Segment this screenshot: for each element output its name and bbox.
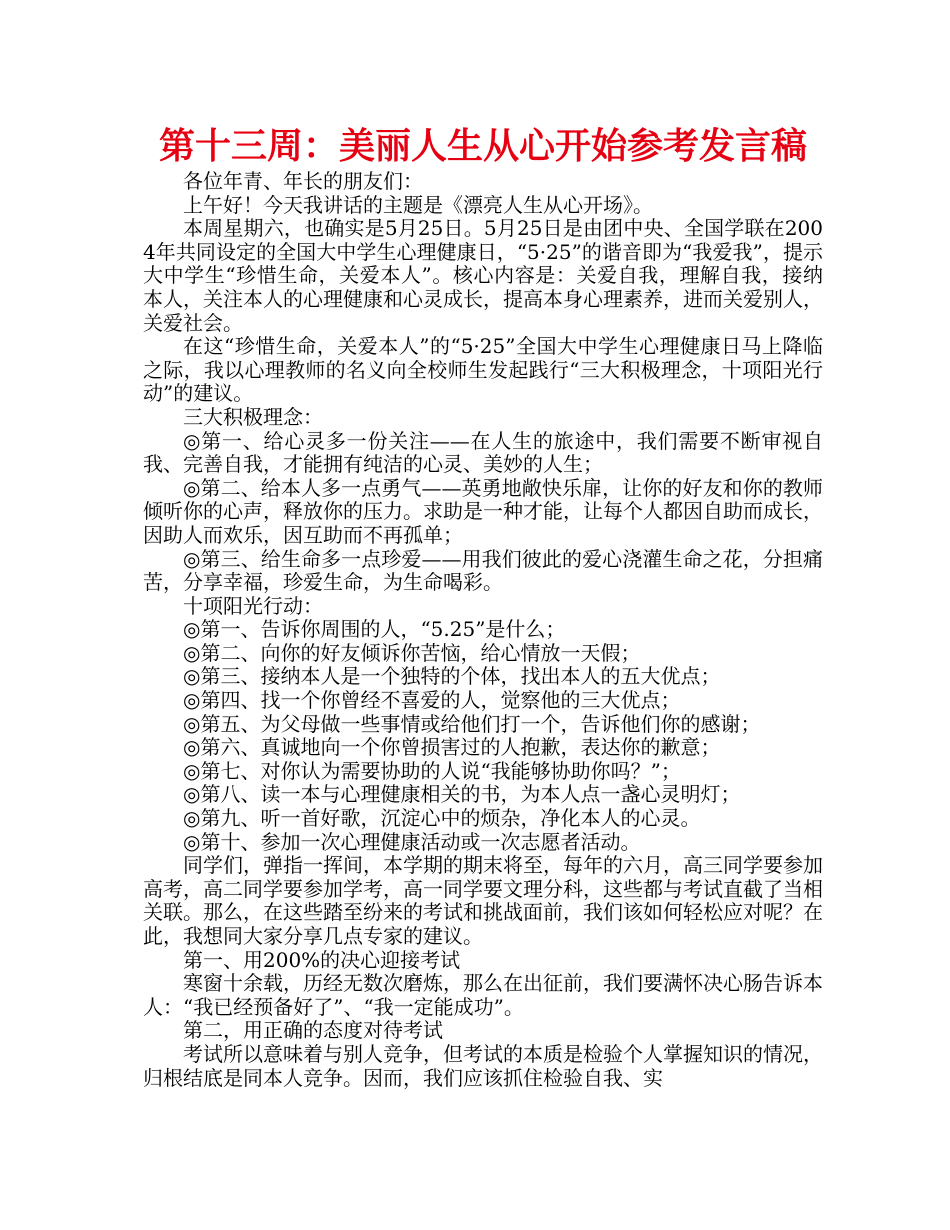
paragraph-three-ideas-heading: 三大积极理念：	[183, 404, 323, 429]
paragraph-mental-health-day: 本周星期六，也确实是5月25日。5月25日是由团中央、全国学联在2004年共同设定的全国大中学生心理健康日，“5·25”的谐音即为“我爱我”，提示大中学生“珍惜生命，关爱本人”。核心内容是：关爱自我，理解自我，接纳本人，关注本人的心理健康和心灵成长，提高本身心理素养，进而关爱别人，关爱社会。	[143, 216, 823, 335]
document-body	[143, 170, 823, 1090]
list-item: ◎第一、给心灵多一份关注——在人生的旅途中，我们需要不断审视自我、完善自我，才能拥有纯洁的心灵、美妙的人生；	[143, 428, 823, 477]
paragraph-ten-actions-heading: 十项阳光行动：	[183, 593, 323, 618]
list-item: ◎第二、给本人多一点勇气——英勇地敞快乐扉，让你的好友和你的教师倾听你的心声，释放你的压力。求助是一种才能，让每个人都因自助而成长，因助人而欢乐，因互助而不再孤单；	[143, 475, 823, 547]
section-heading: 第一、用200%的决心迎接考试	[183, 947, 461, 972]
list-item: ◎第三、给生命多一点珍爱——用我们彼此的爱心浇灌生命之花，分担痛苦，分享幸福，珍爱生命，为生命喝彩。	[143, 546, 823, 595]
list-item: ◎第一、告诉你周围的人，“5.25”是什么；	[183, 617, 566, 642]
paragraph-exams-intro: 同学们，弹指一挥间，本学期的期末将至，每年的六月，高三同学要参加高考，高二同学要参加学考，高一同学要文理分科，这些都与考试直截了当相关联。那么，在这些踏至纷来的考试和挑战面前，我们该如何轻松应对呢？在此，我想同大家分享几点专家的建议。	[143, 853, 823, 948]
list-item: ◎第五、为父母做一些事情或给他们打一个，告诉他们你的感谢；	[183, 711, 761, 736]
list-item: ◎第七、对你认为需要协助的人说“我能够协助你吗？”；	[183, 758, 681, 783]
list-item: ◎第二、向你的好友倾诉你苦恼，给心情放一天假；	[183, 640, 641, 665]
paragraph-topic: 上午好！今天我讲话的主题是《漂亮人生从心开场》。	[183, 192, 653, 217]
paragraph-determination: 寒窗十余载，历经无数次磨炼，那么在出征前，我们要满怀决心肠告诉本人：“我已经预备好了”、“我一定能成功”。	[143, 971, 823, 1019]
list-item: ◎第三、接纳本人是一个独特的个体，找出本人的五大优点；	[183, 664, 721, 689]
paragraph-proposal: 在这“珍惜生命，关爱本人”的“5·25”全国大中学生心理健康日马上降临之际，我以心理教师的名义向全校师生发起践行“三大积极理念，十项阳光行动”的建议。	[143, 334, 823, 406]
document-page	[143, 124, 823, 1090]
list-item: ◎第四、找一个你曾经不喜爱的人，觉察他的三大优点；	[183, 688, 681, 713]
document-title: 第十三周：美丽人生从心开始参考发言稿	[158, 126, 807, 167]
list-item: ◎第十、参加一次心理健康活动或一次志愿者活动。	[183, 829, 641, 854]
section-heading: 第二，用正确的态度对待考试	[183, 1018, 443, 1043]
paragraph-greeting: 各位年青、年长的朋友们：	[183, 169, 423, 193]
list-item: ◎第六、真诚地向一个你曾损害过的人抱歉，表达你的歉意；	[183, 735, 721, 760]
list-item: ◎第九、听一首好歌，沉淀心中的烦杂，净化本人的心灵。	[183, 806, 701, 831]
list-item: ◎第八、读一本与心理健康相关的书，为本人点一盏心灵明灯；	[183, 782, 741, 807]
paragraph-attitude: 考试所以意味着与别人竞争，但考试的本质是检验个人掌握知识的情况，归根结底是同本人竞争。因而，我们应该抓住检验自我、实	[143, 1041, 823, 1090]
